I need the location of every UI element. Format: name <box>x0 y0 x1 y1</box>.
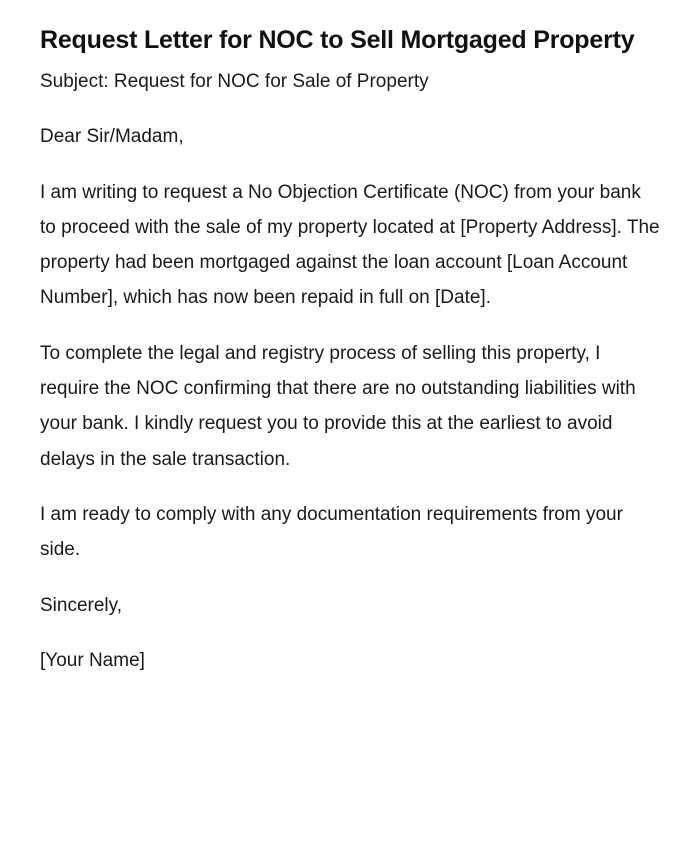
letter-salutation: Dear Sir/Madam, <box>40 126 184 148</box>
letter-subject: Subject: Request for NOC for Sale of Property <box>40 71 429 92</box>
letter-paragraph-compliance: I am ready to comply with any documentation requirements from your side. <box>40 503 623 561</box>
letter-title: Request Letter for NOC to Sell Mortgaged Property <box>40 26 635 54</box>
letter-closing: Sincerely, <box>40 594 123 616</box>
letter-signature: [Your Name] <box>40 649 145 671</box>
letter-paragraph-request: I am writing to request a No Objection Certificate (NOC) from your bank to proceed with the sale of my property located at [Property Address]. The property had been mortgaged against the loan account [Loan Account Number], which has now been repaid in full on [Date]. <box>40 181 660 309</box>
letter-paragraph-reason: To complete the legal and registry process of selling this property, I require the NOC confirming that there are no outstanding liabilities with your bank. I kindly request you to provide this at the earliest to avoid delays in the sale transaction. <box>40 342 636 470</box>
